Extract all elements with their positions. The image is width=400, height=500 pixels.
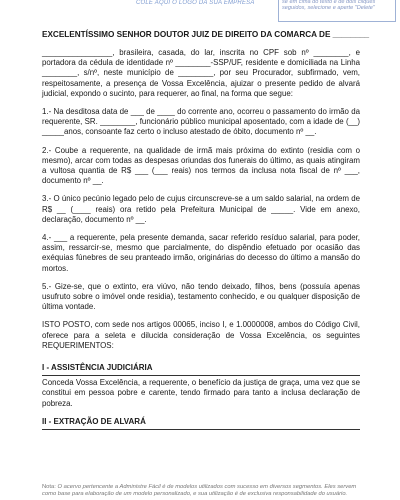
paragraph-5: 5.- Gize-se, que o extinto, era viúvo, não tendo deixado, filhos, bens (possuía apenas usufruto sobre o imóvel onde residia), testamento conhecido, e ou qualquer disposição de última vontade. xyxy=(42,281,360,312)
paragraph-4: 4.- ___ a requerente, pela presente demanda, sacar referido resíduo salarial, para poder, assim, ressarcir-se, mesmo que parcialmente, do dispêndio efetuado por ocasião das exéquias fúnebres de seu pranteado irmão, originárias do decesso do último a mansão do mortos. xyxy=(42,233,360,273)
instruction-note: se em cima do texto e de dois cliques seguidos, selecione e aperte "Delete" xyxy=(278,0,396,22)
paragraph-1: 1.- Na desditosa data de ___ de ____ do corrente ano, ocorreu o passamento do irmão da requerente, SR. ________, funcionário público municipal aposentado, com a idade de (__) _____anos, consoante faz certo o incluso atestado de óbito, documento nº __. xyxy=(42,107,360,137)
footer-note-label: Nota: xyxy=(42,484,56,490)
paragraph-2: 2.- Coube a requerente, na qualidade de irmã mais próxima do extinto (residia com o mesmo), arcar com todas as despesas oriundas dos funerais do último, as quais atingiram a vultosa quantia de R$ ___ (___ reais) nos termos da inclusa nota fiscal de nº ___, documento nº __. xyxy=(42,145,360,186)
document-title: EXCELENTÍSSIMO SENHOR DOUTOR JUIZ DE DIREITO DA COMARCA DE ________ xyxy=(42,30,370,39)
section-heading-permit: II - EXTRAÇÃO DE ALVARÁ xyxy=(42,417,360,430)
intro-paragraph: ________________, brasileira, casada, do lar, inscrita no CPF sob nº ________, e portadora da cédula de identidade nº ________-SSP/UF, residente e domiciliada na Linha ________, s/nº, neste município de ________, por seu Procurador, subfirmado, vem, respeitosamente, a presença de Vossa Excelência, ajuizar o presente pedido de alvará judicial, expondo o sucinto, para requerer, ao final, na forma que segue: xyxy=(42,48,360,98)
footer-note-text: O acervo pertencente a Administre Fácil é de modelos utilizados com sucesso em diversos segmentos. Eles servem como base para elaboração de um modelo personalizado, e sua utilização é de exclusiva responsabilidade do usuário. xyxy=(42,484,357,497)
requests-intro: ISTO POSTO, com sede nos artigos 00065, inciso I, e 1.0000008, ambos do Código Civil, oferece para a seleta e dilucida consideração de Vossa Excelência, os seguintes REQUERIMENTOS: xyxy=(42,320,360,350)
logo-placeholder: COLE AQUI O LOGO DA SUA EMPRESA xyxy=(136,0,255,6)
section-heading-assistance: I - ASSISTÊNCIA JUDICIÁRIA xyxy=(42,363,360,376)
section-assistance-text: Conceda Vossa Excelência, a requerente, o benefício da justiça de graça, uma vez que se constitui em pessoa pobre e carente, tendo firmado para tanto a inclusa declaração de pobreza. xyxy=(42,378,360,408)
paragraph-3: 3.- O único pecúnio legado pelo de cujus circunscreve-se a um saldo salarial, na ordem de R$ __ (____ reais) ora retido pela Prefeitura Municipal de _____. Vide em anexo, declaração, documento nº __. xyxy=(42,194,360,224)
document-body xyxy=(42,30,370,432)
footer-note xyxy=(42,484,360,498)
